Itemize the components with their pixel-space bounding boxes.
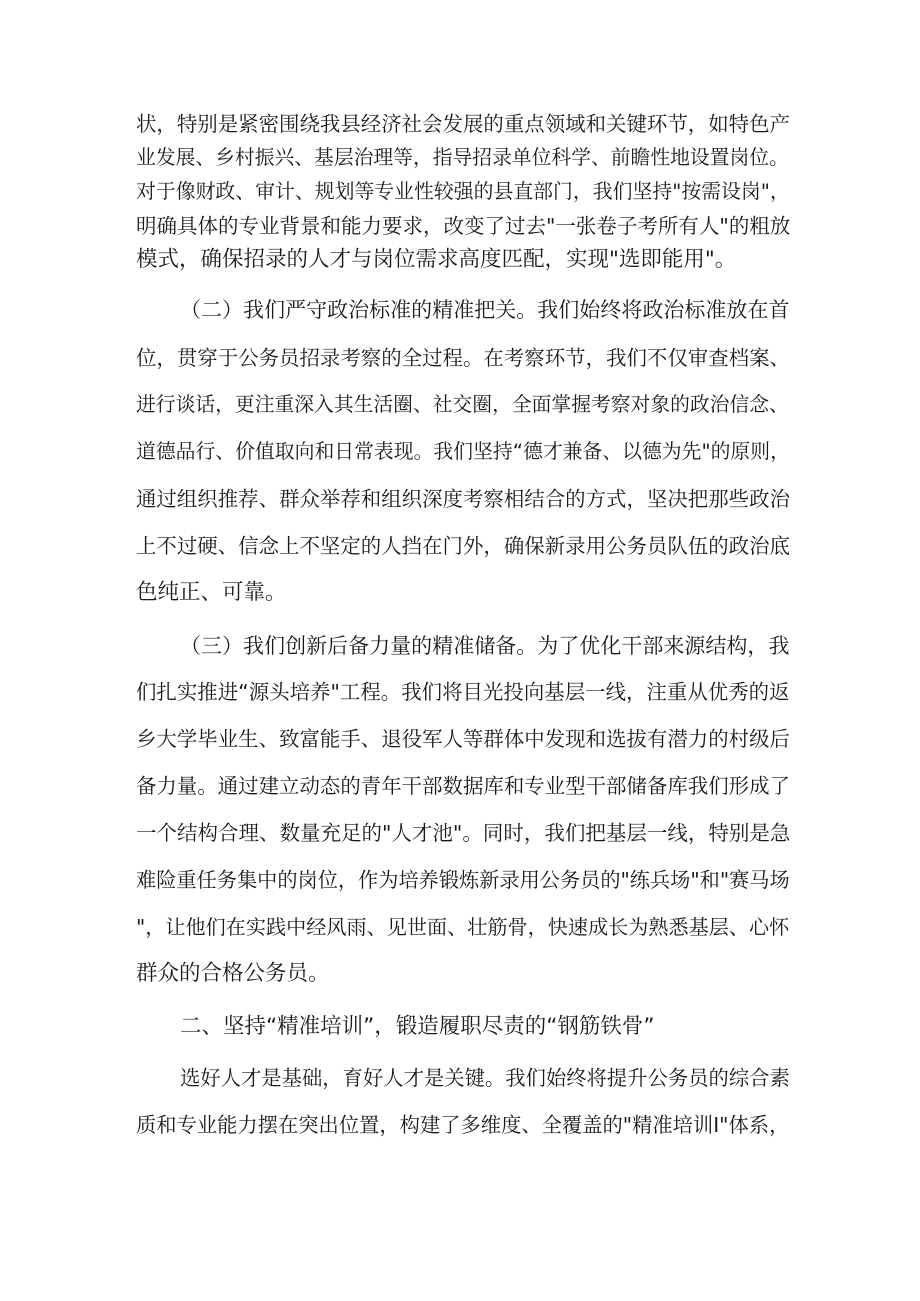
paragraph-heading-2: （二）我们严守政治标准的精准把关。我们始终将政治标准放在首 — [180, 297, 790, 322]
text-line: 上不过硬、信念上不坚定的人挡在门外，确保新录用公务员队伍的政治底 — [136, 534, 790, 558]
text-line: 进行谈话，更注重深入其生活圈、社交圈，全面掌握考察对象的政治信念、 — [136, 393, 789, 416]
text-line: 群众的合格公务员。 — [136, 961, 330, 986]
text-line: 们扎实推进“源头培养"工程。我们将目光投向基层一线，注重从优秀的返 — [136, 680, 790, 704]
text-line: 难险重任务集中的岗位，作为培养锻炼新录用公务员的"练兵场"和"赛马场 — [136, 868, 790, 892]
text-line: 模式，确保招录的人才与岗位需求高度匹配，实现"选即能用"。 — [136, 247, 737, 272]
text-line: 通过组织推荐、群众举荐和组织深度考察相结合的方式，坚决把那些政治 — [136, 487, 790, 511]
paragraph-heading-3: （三）我们创新后备力量的精准储备。为了优化干部来源结构，我 — [180, 633, 790, 658]
text-line: 业发展、乡村振兴、基层治理等，指导招录单位科学、前瞻性地设置岗位。 — [136, 146, 789, 169]
text-line: 一个结构合理、数量充足的"人才池"。同时，我们把基层一线，特别是急 — [136, 821, 791, 845]
text-line: 乡大学毕业生、致富能手、退役军人等群体中发现和选拔有潜力的村级后 — [136, 727, 790, 751]
text-line: 位，贯穿于公务员招录考察的全过程。在考察环节，我们不仅审查档案、 — [136, 346, 790, 370]
text-line: 对于像财政、审计、规划等专业性较强的县直部门，我们坚持"按需设岗"， — [136, 180, 790, 203]
text-line: 选好人才是基础，育好人才是关键。我们始终将提升公务员的综合素 — [180, 1066, 790, 1090]
text-line: 明确具体的专业背景和能力要求，改变了过去"一张卷子考所有人"的粗放 — [136, 214, 791, 238]
text-line: "，让他们在实践中经风雨、见世面、壮筋骨，快速成长为熟悉基层、心怀 — [136, 915, 790, 939]
text-line: 色纯正、可靠。 — [136, 580, 287, 605]
text-line: 质和专业能力摆在突出位置，构建了多维度、全覆盖的"精准培训I"体系， — [136, 1113, 790, 1137]
text-line: 道德品行、价值取向和日常表现。我们坚持“德才兼备、以德为先"的原则， — [136, 440, 790, 463]
text-line: 状，特别是紧密围绕我县经济社会发展的重点领域和关键环节，如特色产 — [136, 112, 790, 136]
text-line: 备力量。通过建立动态的青年干部数据库和专业型干部储备库我们形成了 — [136, 774, 790, 798]
section-heading: 二、坚持“精准培训”，锻造履职尽责的“钢筋铁骨” — [180, 1014, 655, 1039]
